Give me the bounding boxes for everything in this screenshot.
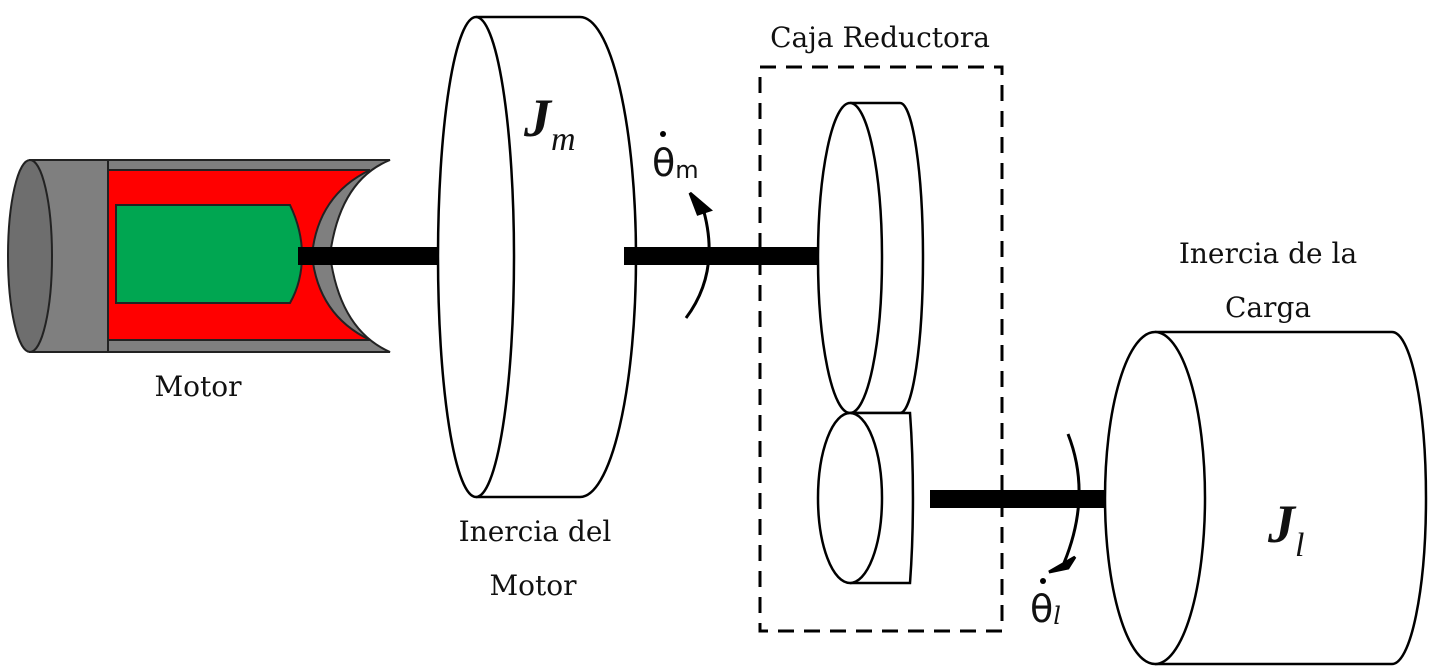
motor-rotor <box>116 205 302 303</box>
load-speed-dot <box>1040 578 1046 584</box>
load-inertia-symbol: Jl <box>1268 494 1305 564</box>
large-gear <box>818 103 923 413</box>
motor-speed-symbol: θm <box>652 141 699 185</box>
small-gear <box>818 413 913 583</box>
motor-end-face <box>8 160 52 352</box>
load-inertia-label-line1: Inercia de la <box>1178 237 1358 270</box>
motor-speed-dot <box>660 131 666 137</box>
gearbox-label: Caja Reductora <box>770 21 990 54</box>
motor-inertia-symbol: Jm <box>524 88 576 158</box>
input-shaft <box>624 247 842 265</box>
load-inertia-label-line2: Carga <box>1224 291 1312 324</box>
motor-inertia-label-line1: Inercia del <box>458 515 612 548</box>
load-speed-symbol: θl <box>1030 587 1061 631</box>
motor-label: Motor <box>154 370 242 403</box>
motor-inertia-label-line2: Motor <box>489 569 577 602</box>
load-inertia-cylinder <box>1105 332 1426 664</box>
